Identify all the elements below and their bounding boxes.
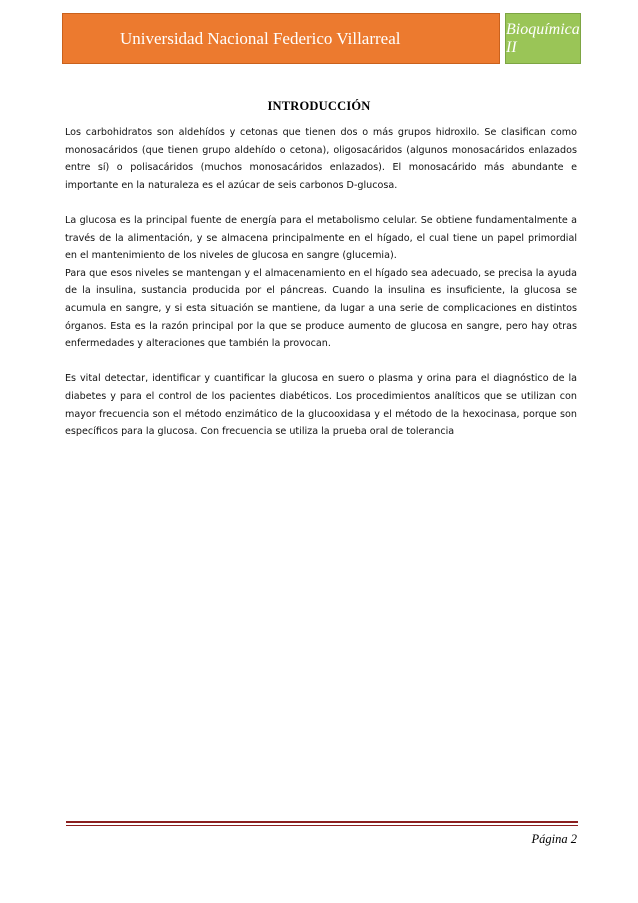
footer-divider-thick — [66, 821, 578, 823]
paragraph: La glucosa es la principal fuente de energía para el metabolismo celular. Se obtiene fundamentalmente a través de la alimentación, y se almacena principalmente en el hígado, el cual tiene un papel primordial en el mantenimiento de los niveles de glucosa en sangre (glucemia). — [65, 214, 577, 262]
footer-divider-thin — [66, 825, 578, 826]
paragraph: Es vital detectar, identificar y cuantificar la glucosa en suero o plasma y orina para el diagnóstico de la diabetes y para el control de los pacientes diabéticos. Los procedimientos analíticos que se utilizan con mayor frecuencia son el método enzimático de la glucooxidasa y el método de la hexocinasa, porque son específicos para la glucosa. Con frecuencia se utiliza la prueba oral de tolerancia — [65, 373, 577, 438]
paragraph: Para que esos niveles se mantengan y el almacenamiento en el hígado sea adecuado, se precisa la ayuda de la insulina, sustancia producida por el páncreas. Cuando la insulina es insuficiente, la glucosa se acumula en sangre, y si esta situación se mantiene, da lugar a una serie de complicaciones en distintos órganos. Esta es la razón principal por la que se produce aumento de glucosa en sangre, pero hay otras enfermedades y alteraciones que también la provocan. — [65, 267, 577, 350]
page-number: Página 2 — [531, 832, 577, 846]
course-header: Bioquímica II — [505, 13, 581, 64]
document-body — [65, 124, 577, 441]
university-header: Universidad Nacional Federico Villarreal — [62, 13, 500, 64]
page-header — [62, 13, 581, 64]
section-title: INTRODUCCIÓN — [267, 99, 371, 113]
paragraph: Los carbohidratos son aldehídos y cetonas que tienen dos o más grupos hidroxilo. Se clasifican como monosacáridos (que tienen grupo aldehído o cetona), oligosacáridos (algunos monosacáridos enlazados entre sí) o polisacáridos (muchos monosacáridos enlazados). El monosacárido más abundante e importante en la naturaleza es el azúcar de seis carbonos D-glucosa. — [65, 127, 577, 191]
